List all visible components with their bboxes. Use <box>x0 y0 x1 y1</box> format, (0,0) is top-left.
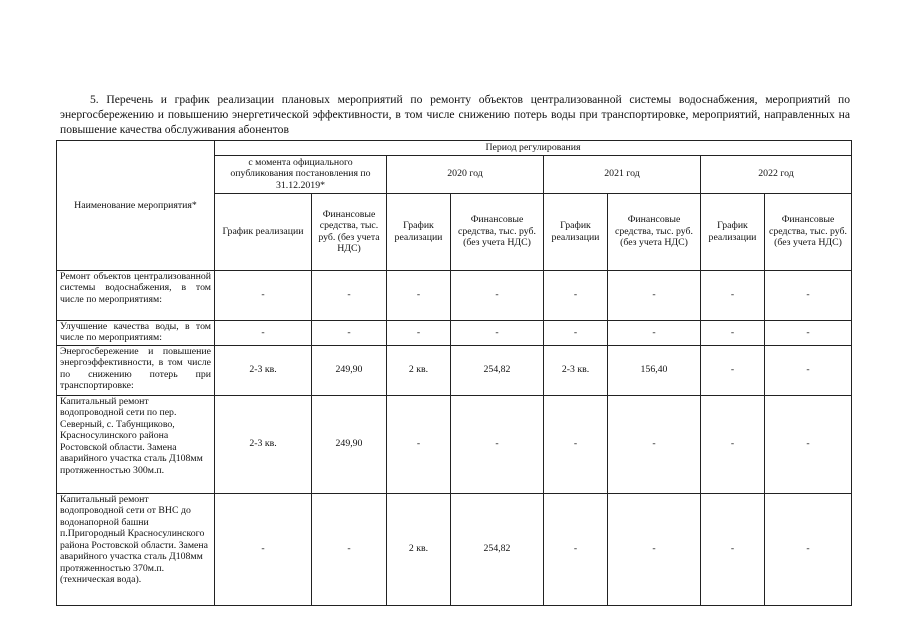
cell-value: - <box>215 493 312 605</box>
measure-name: Энергосбережение и повышение энергоэффективности, в том числе по снижению потерь при транспортировке: <box>57 345 215 395</box>
cell-value: 2-3 кв. <box>544 345 608 395</box>
cell-value: - <box>765 320 852 345</box>
cell-value: - <box>215 320 312 345</box>
cell-value: - <box>701 345 765 395</box>
table-row <box>57 270 852 320</box>
cell-value: - <box>765 493 852 605</box>
cell-value: - <box>765 270 852 320</box>
schedule-header: График реализации <box>215 193 312 270</box>
header-row-period <box>57 141 852 156</box>
cell-value: 254,82 <box>451 493 544 605</box>
schedule-header: График реализации <box>387 193 451 270</box>
cell-value: - <box>701 493 765 605</box>
cell-value: - <box>387 320 451 345</box>
cell-value: - <box>544 395 608 493</box>
cell-value: - <box>544 270 608 320</box>
cell-value: 249,90 <box>312 395 387 493</box>
cell-value: - <box>701 270 765 320</box>
measure-name: Капитальный ремонт водопроводной сети от ВНС до водонапорной башни п.Пригородный Красносулинского района Ростовской области. Замена аварийного участка сталь Д108мм протяженностью 370м.п. (техническая вода). <box>57 493 215 605</box>
cell-value: 2-3 кв. <box>215 345 312 395</box>
finance-header: Финансовые средства, тыс. руб. (без учета НДС) <box>312 193 387 270</box>
schedule-header: График реализации <box>544 193 608 270</box>
table-row <box>57 320 852 345</box>
cell-value: - <box>451 270 544 320</box>
cell-value: - <box>765 395 852 493</box>
period-header: Период регулирования <box>215 141 852 156</box>
period-header-2019: с момента официального опубликования постановления по 31.12.2019* <box>215 155 387 193</box>
cell-value: 2 кв. <box>387 493 451 605</box>
cell-value: - <box>215 270 312 320</box>
cell-value: - <box>387 270 451 320</box>
finance-header: Финансовые средства, тыс. руб. (без учета НДС) <box>608 193 701 270</box>
table-row <box>57 345 852 395</box>
cell-value: - <box>451 320 544 345</box>
name-column-header: Наименование мероприятия* <box>57 141 215 271</box>
cell-value: - <box>312 270 387 320</box>
cell-value: 254,82 <box>451 345 544 395</box>
cell-value: 2-3 кв. <box>215 395 312 493</box>
measures-schedule-table <box>56 140 852 606</box>
cell-value: 156,40 <box>608 345 701 395</box>
cell-value: - <box>765 345 852 395</box>
section-heading <box>60 92 850 137</box>
period-header-2022: 2022 год <box>701 155 852 193</box>
measure-name: Улучшение качества воды, в том числе по мероприятиям: <box>57 320 215 345</box>
table-row <box>57 493 852 605</box>
cell-value: - <box>451 395 544 493</box>
cell-value: - <box>608 320 701 345</box>
cell-value: - <box>608 493 701 605</box>
cell-value: - <box>701 320 765 345</box>
cell-value: - <box>312 320 387 345</box>
cell-value: - <box>544 493 608 605</box>
cell-value: - <box>544 320 608 345</box>
schedule-header: График реализации <box>701 193 765 270</box>
measure-name: Капитальный ремонт водопроводной сети по пер. Северный, с. Табунщиково, Красносулинского района Ростовской области. Замена аварийного участка сталь Д108мм протяженностью 300м.п. <box>57 395 215 493</box>
period-header-2021: 2021 год <box>544 155 701 193</box>
finance-header: Финансовые средства, тыс. руб. (без учета НДС) <box>765 193 852 270</box>
cell-value: - <box>701 395 765 493</box>
measure-name: Ремонт объектов централизованной системы водоснабжения, в том числе по мероприятиям: <box>57 270 215 320</box>
cell-value: - <box>312 493 387 605</box>
section-heading-text: 5. Перечень и график реализации плановых мероприятий по ремонту объектов централизованной системы водоснабжения, мероприятий по энергосбережению и повышению энергетической эффективности, в том числе снижению потерь воды при транспортировке, мероприятий, направленных на повышение качества обслуживания абонентов <box>60 93 850 136</box>
period-header-2020: 2020 год <box>387 155 544 193</box>
cell-value: - <box>608 270 701 320</box>
finance-header: Финансовые средства, тыс. руб. (без учета НДС) <box>451 193 544 270</box>
cell-value: 249,90 <box>312 345 387 395</box>
cell-value: - <box>387 395 451 493</box>
table-row <box>57 395 852 493</box>
cell-value: 2 кв. <box>387 345 451 395</box>
cell-value: - <box>608 395 701 493</box>
